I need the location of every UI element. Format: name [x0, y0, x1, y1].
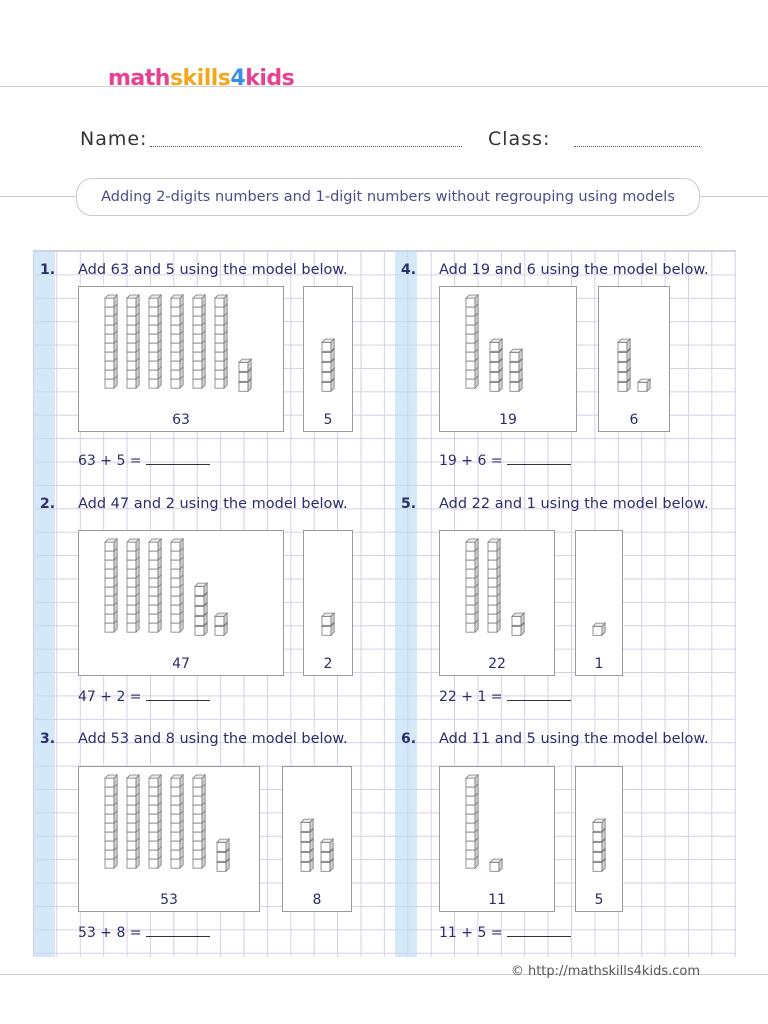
equation-text: 19 + 6 = — [439, 453, 503, 469]
problem-question: Add 22 and 1 using the model below. — [439, 496, 709, 512]
equation-text: 22 + 1 = — [439, 689, 503, 705]
ten-rod — [193, 775, 205, 868]
unit-cube — [301, 819, 313, 831]
problem-number: 4. — [401, 262, 417, 278]
equation-row — [439, 924, 571, 941]
equation-row — [439, 688, 571, 705]
ten-rod — [193, 295, 205, 388]
ten-rod — [488, 539, 500, 632]
ten-rod — [105, 539, 117, 632]
problem-question: Add 47 and 2 using the model below. — [78, 496, 348, 512]
ten-rod — [466, 539, 478, 632]
unit-cube — [215, 613, 227, 625]
problem-number: 1. — [40, 262, 56, 278]
answer-blank[interactable] — [507, 452, 571, 465]
unit-cube — [510, 349, 522, 361]
class-field[interactable] — [574, 146, 700, 147]
ten-rod — [171, 775, 183, 868]
ten-rod — [149, 539, 161, 632]
site-logo: mathskills4kids — [108, 66, 295, 91]
ten-rod — [466, 295, 478, 388]
ones-model — [598, 286, 670, 432]
ones-blocks — [576, 767, 622, 911]
ten-rod — [466, 775, 478, 868]
equation-text: 11 + 5 = — [439, 925, 503, 941]
unit-cube — [322, 339, 334, 351]
base-ten-blocks — [79, 767, 259, 911]
ten-rod — [171, 295, 183, 388]
unit-cube — [638, 379, 650, 391]
equation-row — [78, 924, 210, 941]
ten-rod — [105, 295, 117, 388]
answer-blank[interactable] — [146, 924, 210, 937]
ones-blocks — [576, 531, 622, 675]
base-ten-blocks — [440, 287, 576, 431]
unit-cube — [512, 613, 524, 625]
class-label: Class: — [488, 128, 551, 150]
unit-cube — [321, 839, 333, 851]
ones-blocks — [304, 287, 352, 431]
tens-ones-model — [439, 286, 577, 432]
ones-model — [303, 286, 353, 432]
ten-rod — [105, 775, 117, 868]
problem-number: 5. — [401, 496, 417, 512]
base-ten-blocks — [79, 531, 283, 675]
ones-blocks — [304, 531, 352, 675]
unit-cube — [239, 359, 251, 371]
ten-rod — [149, 775, 161, 868]
ones-model — [575, 766, 623, 912]
unit-cube — [322, 613, 334, 625]
worksheet-title: Adding 2-digits numbers and 1-digit numbers without regrouping using models — [76, 178, 700, 216]
base-ten-blocks — [79, 287, 283, 431]
problem-number: 6. — [401, 731, 417, 747]
model-number-label: 19 — [499, 412, 517, 428]
problem-question: Add 53 and 8 using the model below. — [78, 731, 348, 747]
model-number-label: 11 — [488, 892, 506, 908]
footer-url[interactable]: © http://mathskills4kids.com — [510, 964, 700, 979]
tens-ones-model — [78, 766, 260, 912]
ones-blocks — [283, 767, 351, 911]
ones-model — [282, 766, 352, 912]
name-field[interactable] — [150, 146, 462, 147]
equation-text: 47 + 2 = — [78, 689, 142, 705]
ten-rod — [127, 775, 139, 868]
ten-rod — [149, 295, 161, 388]
ones-model — [575, 530, 623, 676]
ten-rod — [127, 295, 139, 388]
model-number-label: 2 — [323, 656, 333, 672]
answer-blank[interactable] — [146, 688, 210, 701]
unit-cube — [593, 819, 605, 831]
equation-row — [78, 452, 210, 469]
ones-blocks — [599, 287, 669, 431]
tens-ones-model — [439, 530, 555, 676]
left-stripe — [33, 251, 55, 957]
model-number-label: 1 — [594, 656, 604, 672]
answer-blank[interactable] — [507, 688, 571, 701]
unit-cube — [195, 583, 207, 595]
equation-row — [78, 688, 210, 705]
unit-cube — [490, 859, 502, 871]
equation-text: 53 + 8 = — [78, 925, 142, 941]
base-ten-blocks — [440, 531, 554, 675]
unit-cube — [217, 839, 229, 851]
base-ten-blocks — [440, 767, 554, 911]
problem-question: Add 19 and 6 using the model below. — [439, 262, 709, 278]
tens-ones-model — [78, 530, 284, 676]
name-label: Name: — [80, 128, 148, 150]
model-number-label: 5 — [594, 892, 604, 908]
model-number-label: 6 — [629, 412, 639, 428]
unit-cube — [490, 339, 502, 351]
tens-ones-model — [439, 766, 555, 912]
model-number-label: 47 — [172, 656, 190, 672]
model-number-label: 53 — [160, 892, 178, 908]
ten-rod — [127, 539, 139, 632]
model-number-label: 5 — [323, 412, 333, 428]
unit-cube — [618, 339, 630, 351]
problem-question: Add 11 and 5 using the model below. — [439, 731, 709, 747]
model-number-label: 8 — [312, 892, 322, 908]
ones-model — [303, 530, 353, 676]
equation-text: 63 + 5 = — [78, 453, 142, 469]
answer-blank[interactable] — [507, 924, 571, 937]
problem-number: 2. — [40, 496, 56, 512]
model-number-label: 22 — [488, 656, 506, 672]
ten-rod — [171, 539, 183, 632]
model-number-label: 63 — [172, 412, 190, 428]
problem-number: 3. — [40, 731, 56, 747]
answer-blank[interactable] — [146, 452, 210, 465]
tens-ones-model — [78, 286, 284, 432]
ten-rod — [215, 295, 227, 388]
problem-question: Add 63 and 5 using the model below. — [78, 262, 348, 278]
unit-cube — [593, 623, 605, 635]
right-stripe — [395, 251, 417, 957]
equation-row — [439, 452, 571, 469]
